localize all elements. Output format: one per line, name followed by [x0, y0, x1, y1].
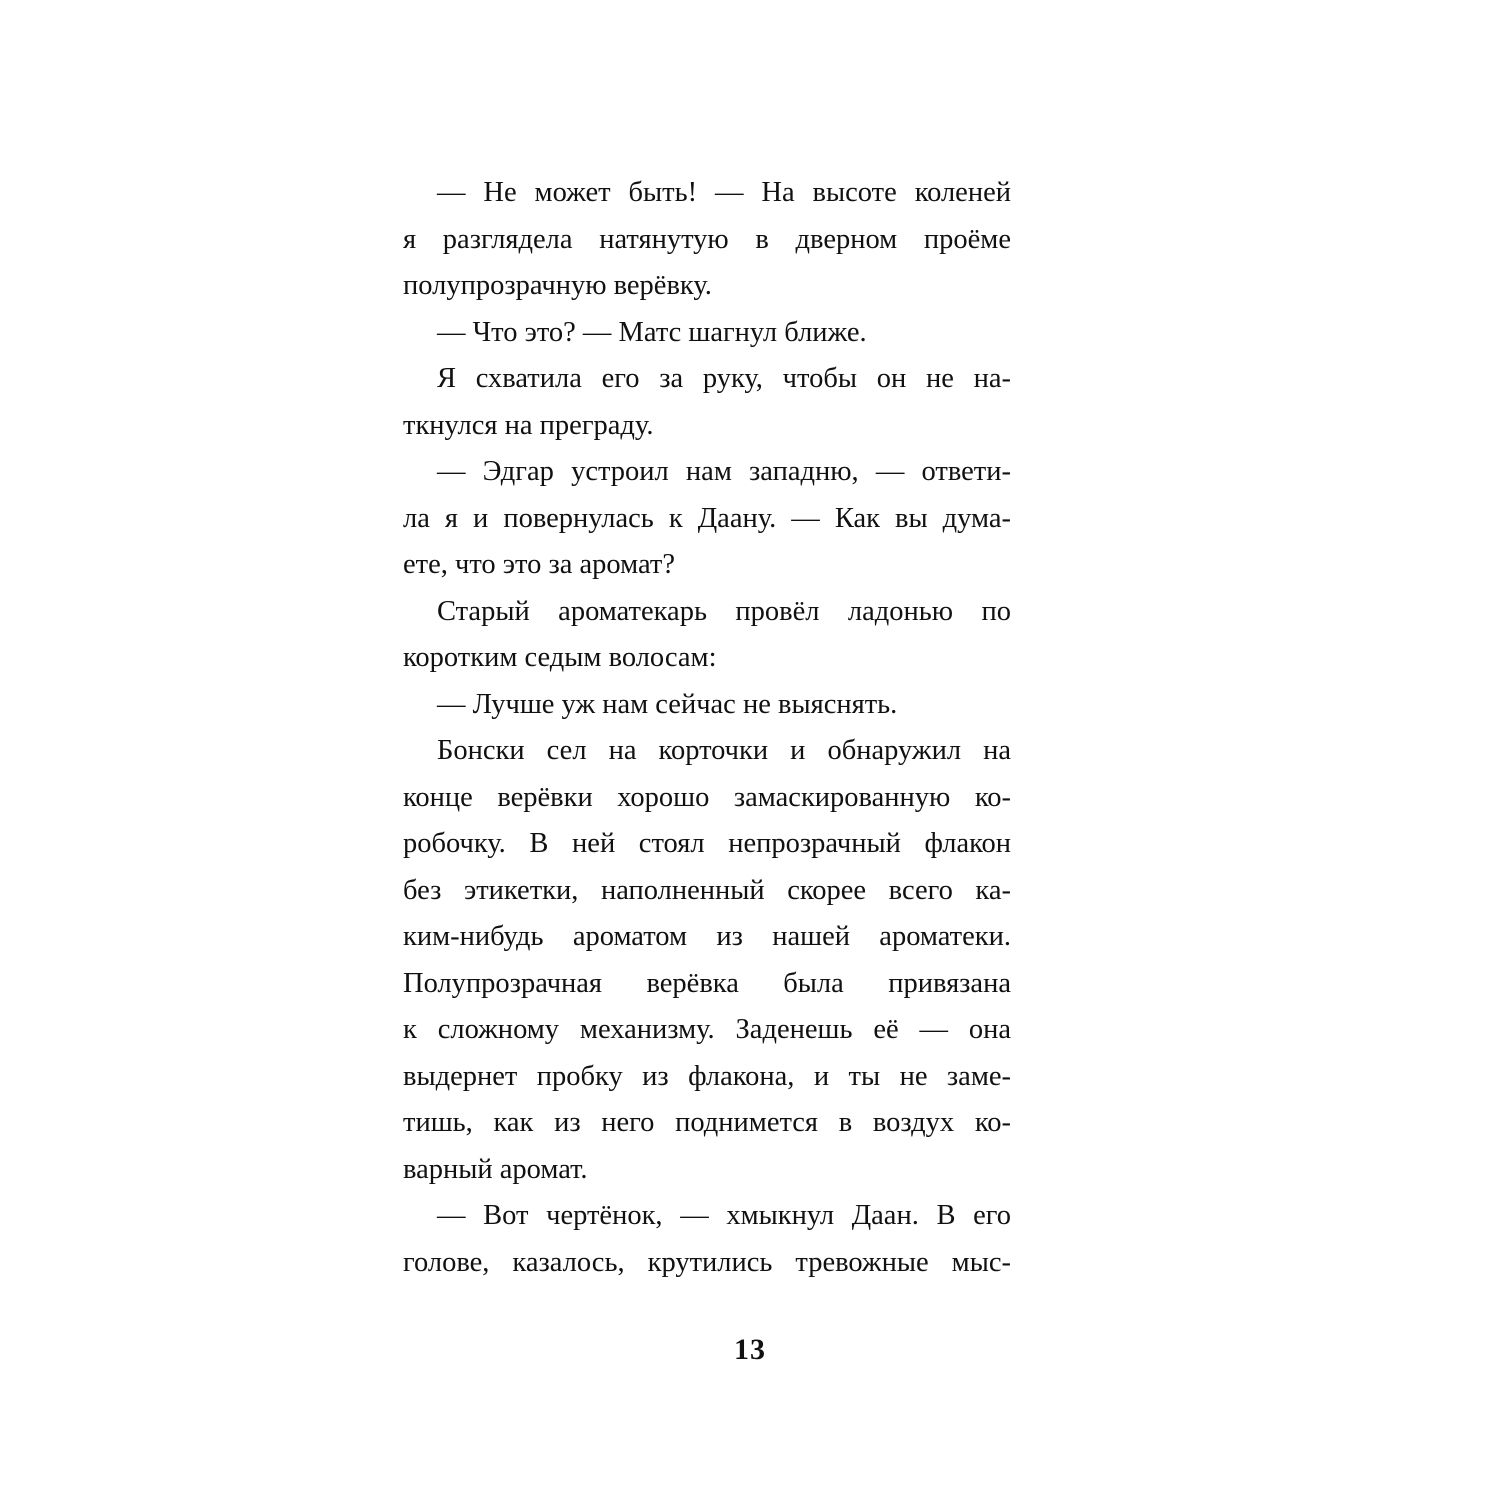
text-line: ким-нибудь ароматом из нашей ароматеки.	[403, 921, 1011, 952]
text-line: конце верёвки хорошо замаскированную ко-	[403, 781, 1011, 813]
text-line: тишь, как из него поднимется в воздух ко-	[403, 1107, 1011, 1138]
text-line: Бонски сел на корточки и обнаружил на	[437, 735, 1011, 766]
text-line: ла я и повернулась к Даану. — Как вы дума-	[403, 502, 1011, 534]
text-line: полупрозрачную верёвку.	[403, 270, 712, 301]
text-line: к сложному механизму. Заденешь её — она	[403, 1014, 1011, 1045]
text-line: — Лучше уж нам сейчас не выяснять.	[437, 688, 898, 720]
text-line: голове, казалось, крутились тревожные мыс-	[403, 1246, 1011, 1278]
text-line: я разглядела натянутую в дверном проёме	[403, 223, 1011, 255]
page-number: 13	[734, 1333, 766, 1366]
text-line: без этикетки, наполненный скорее всего ка-	[403, 874, 1011, 906]
text-line: коротким седым волосам:	[403, 642, 717, 673]
text-line: ете, что это за аромат?	[403, 549, 675, 580]
text-line: — Эдгар устроил нам западню, — ответи-	[437, 456, 1011, 487]
text-line: — Не может быть! — На высоте коленей	[437, 177, 1011, 208]
text-line: — Что это? — Матс шагнул ближе.	[437, 316, 867, 348]
text-line: варный аромат.	[403, 1153, 588, 1185]
text-line: выдернет пробку из флакона, и ты не заме-	[403, 1060, 1011, 1092]
text-line: Я схватила его за руку, чтобы он не на-	[437, 363, 1011, 394]
text-line: — Вот чертёнок, — хмыкнул Даан. В его	[437, 1200, 1011, 1231]
body-text	[403, 170, 1011, 1286]
text-line: ткнулся на преграду.	[403, 409, 654, 441]
text-line: робочку. В ней стоял непрозрачный флакон	[403, 828, 1011, 859]
text-line: Полупрозрачная верёвка была привязана	[403, 967, 1011, 999]
text-line: Старый ароматекарь провёл ладонью по	[437, 595, 1011, 627]
